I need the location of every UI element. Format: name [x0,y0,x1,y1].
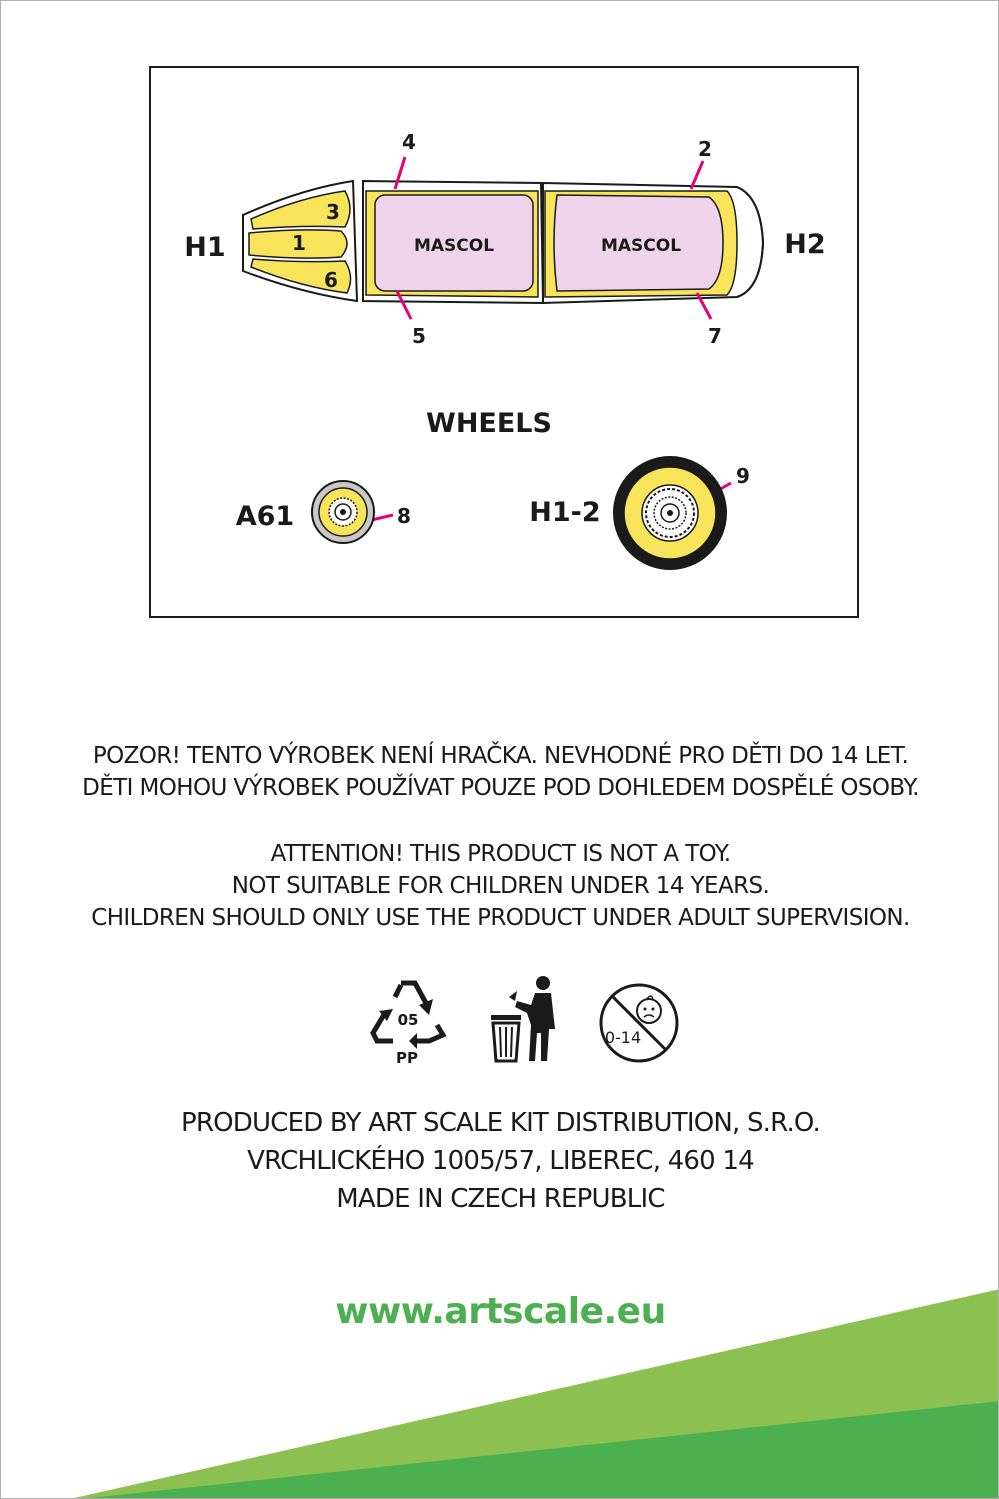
producer-info [1,1104,999,1218]
decal-number-5: 5 [412,324,426,348]
wheel-h1-2 [613,456,727,570]
mascol-text-right: MASCOL [600,236,682,256]
no-children-icon [597,973,683,1068]
warning-english [1,838,999,934]
decal-number-8: 8 [397,504,411,528]
warning-en-line: ATTENTION! THIS PRODUCT IS NOT A TOY. [270,841,731,867]
warning-cz-line: DĚTI MOHOU VÝROBEK POUŽÍVAT POUZE POD DOHLEDEM DOSPĚLÉ OSOBY. [82,775,919,801]
decal-number-4: 4 [402,130,416,154]
mascol-text-left: MASCOL [413,236,495,256]
website-link[interactable]: www.artscale.eu [335,1291,666,1332]
decal-number-1: 1 [292,231,306,255]
label-h1-2: H1-2 [529,497,601,528]
warning-en-line: CHILDREN SHOULD ONLY USE THE PRODUCT UNDER ADULT SUPERVISION. [91,905,910,931]
warning-en-line: NOT SUITABLE FOR CHILDREN UNDER 14 YEARS. [231,873,770,899]
label-a61: A61 [235,501,295,532]
decal-diagram-frame [149,66,859,618]
warning-cz-line: POZOR! TENTO VÝROBEK NENÍ HRAČKA. NEVHODNÉ PRO DĚTI DO 14 LET. [92,743,909,769]
producer-line: PRODUCED BY ART SCALE KIT DISTRIBUTION, S.R.O. [181,1108,820,1138]
decal-number-7: 7 [708,324,722,348]
producer-line: MADE IN CZECH REPUBLIC [336,1184,665,1214]
label-h2: H2 [784,229,826,260]
age-label: 0-14 [604,1028,642,1047]
tidyman-bin-icon [485,973,565,1068]
producer-line: VRCHLICKÉHO 1005/57, LIBEREC, 460 14 [247,1146,754,1176]
label-h1: H1 [184,232,226,263]
decal-number-9: 9 [736,464,750,488]
recycle-code: 05 [397,1011,419,1029]
safety-icons [361,973,691,1073]
warning-czech [1,740,999,804]
decal-diagram [1,1,999,701]
decal-number-6: 6 [324,268,338,292]
decal-number-3: 3 [326,200,340,224]
wheels-title: WHEELS [426,408,552,439]
recycle-pp-icon [369,973,447,1068]
wheel-a61 [312,481,374,543]
recycle-material: PP [396,1049,418,1067]
decal-number-2: 2 [698,137,712,161]
